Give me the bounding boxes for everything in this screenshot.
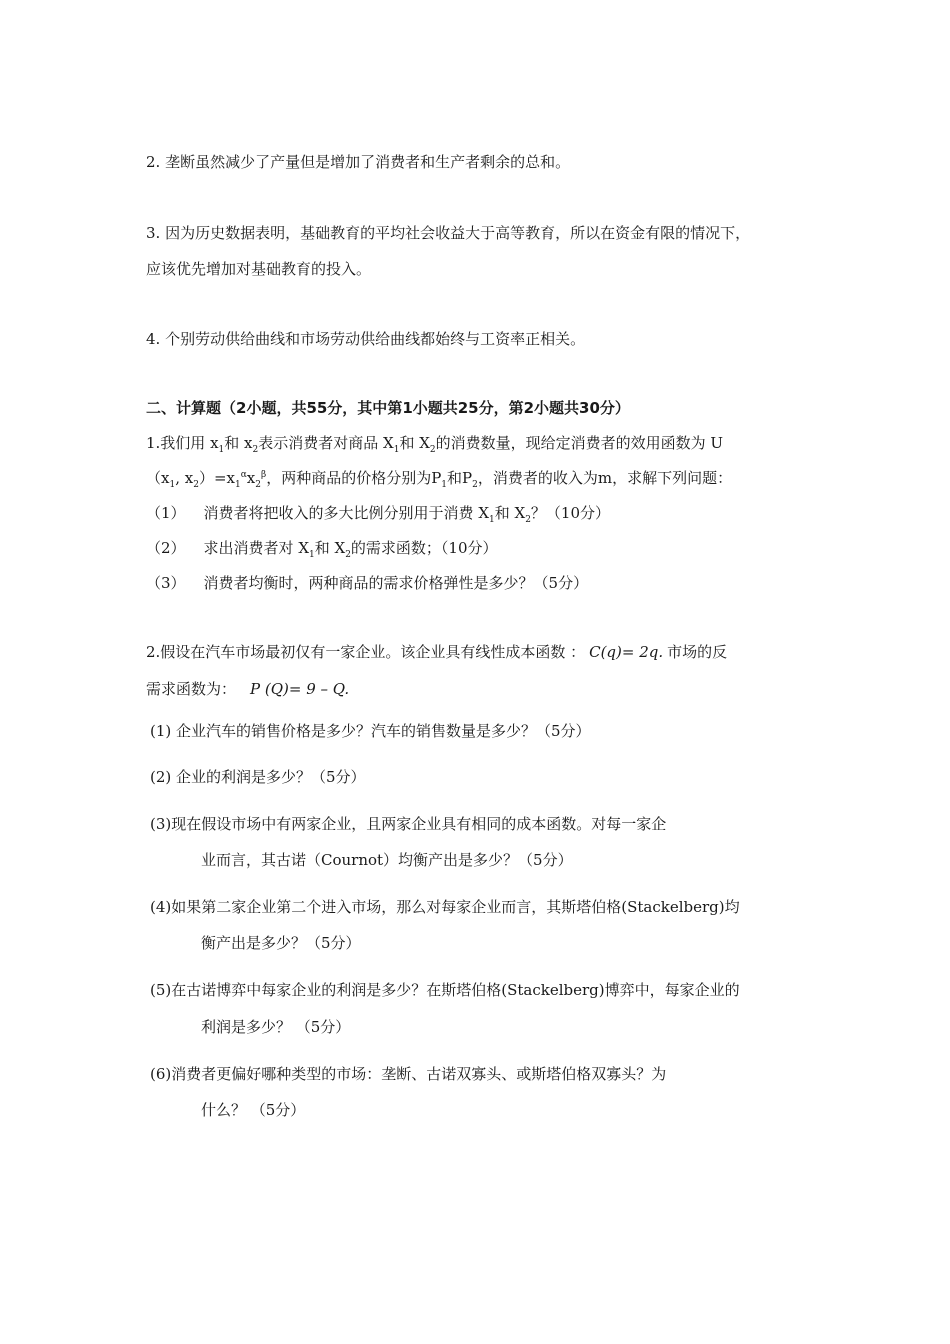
problem-1-line-1: 1.我们用 $x_1$和 $x_2$表示消费者对商品 $X_1$和 $X_2$的消费数量，现给定消费者的效用函数为 U [146,434,724,455]
section-heading: 二、计算题（2小题，共55分，其中第1小题共25分，第2小题共30分） [146,399,630,417]
problem-2-line-1: 2.假设在汽车市场最初仅有一家企业。该企业具有线性成本函数 ： C(q)= 2q. 市场的反 [146,643,728,661]
problem-2-subquestion-3-line-1: (3)现在假设市场中有两家企业，且两家企业具有相同的成本函数。对每一家企 [150,815,667,833]
problem-2-line-2: 需求函数为： P (Q)= 9 – Q. [146,680,350,698]
problem-2-subquestion-6-line-1: (6)消费者更偏好哪种类型的市场：垄断、古诺双寡头、或斯塔伯格双寡头？为 [150,1065,667,1083]
problem-1-subquestion-1: （1） 消费者将把收入的多大比例分别用于消费 $X_1$和 $X_2$？（10分） [146,504,611,525]
problem-2-subquestion-5-line-1: (5)在古诺博弈中每家企业的利润是多少？在斯塔伯格(Stackelberg)博弈中，每家企业的 [150,981,740,999]
problem-2-subquestion-5-line-2: 利润是多少？ （5分） [201,1018,351,1036]
problem-2-subquestion-1: (1) 企业汽车的销售价格是多少？汽车的销售数量是多少？（5分） [150,722,591,740]
question-4: 4. 个别劳动供给曲线和市场劳动供给曲线都始终与工资率正相关。 [146,330,586,348]
problem-2-subquestion-2: (2) 企业的利润是多少？（5分） [150,768,366,786]
problem-2-subquestion-3-line-2: 业而言，其古诺（Cournot）均衡产出是多少？（5分） [201,851,573,869]
problem-1-subquestion-2: （2） 求出消费者对 $X_1$和 $X_2$的需求函数；（10分） [146,539,498,560]
problem-2-subquestion-6-line-2: 什么？ （5分） [201,1101,306,1119]
problem-2-subquestion-4-line-2: 衡产出是多少？（5分） [201,934,361,952]
problem-1-line-2: （$x_1$, $x_2)=x_1^\alpha x_2^\beta$，两种商品的价格分别为$P_1$和$P_2$，消费者的收入为m，求解下列问题： [146,469,733,490]
problem-1-subquestion-3: （3） 消费者均衡时，两种商品的需求价格弹性是多少？（5分） [146,574,589,592]
question-3-line-2: 应该优先增加对基础教育的投入。 [146,260,372,278]
problem-2-subquestion-4-line-1: (4)如果第二家企业第二个进入市场，那么对每家企业而言，其斯塔伯格(Stackelberg)均 [150,898,740,916]
question-3-line-1: 3. 因为历史数据表明，基础教育的平均社会收益大于高等教育，所以在资金有限的情况下， [146,224,751,242]
question-2: 2. 垄断虽然减少了产量但是增加了消费者和生产者剩余的总和。 [146,153,571,171]
